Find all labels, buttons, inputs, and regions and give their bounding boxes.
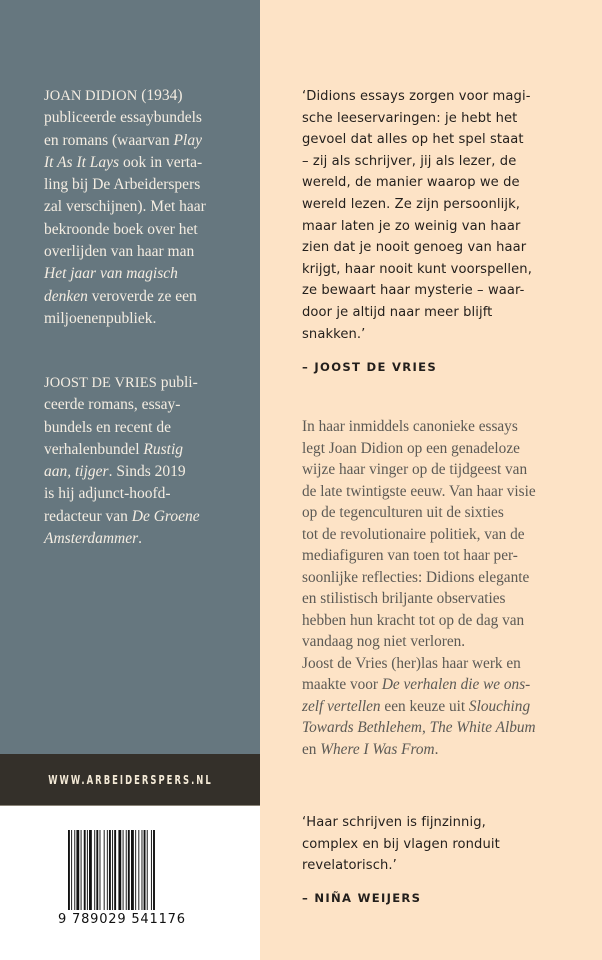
quote-attribution-joost-de-vries: – JOOST DE VRIES xyxy=(302,360,438,374)
barcode-area xyxy=(0,806,260,960)
publisher-website-bar xyxy=(0,754,260,806)
text-line: mediafiguren van toen tot haar per- xyxy=(302,547,518,564)
text-line: zien dat je nooit genoeg van haar xyxy=(302,240,527,256)
text-line: bekroonde boek over het xyxy=(44,220,198,238)
text-line: It As It Lays ook in verta- xyxy=(44,153,203,171)
text-line: en stilistisch briljante observaties xyxy=(302,590,506,607)
text-line: denken veroverde ze een xyxy=(44,287,197,305)
text-line: gevoel dat alles op het spel staat xyxy=(302,132,524,148)
text-line: miljoenenpubliek. xyxy=(44,309,157,327)
text-line: ling bij De Arbeiderspers xyxy=(44,176,201,194)
text-line: redacteur van De Groene xyxy=(44,507,200,525)
text-line: – zij als schrijver, jij als lezer, de xyxy=(302,153,517,169)
text-line: snakken.’ xyxy=(302,326,366,342)
review-quote-joost-de-vries xyxy=(302,86,592,345)
back-cover-left-panel xyxy=(0,0,260,754)
editor-bio-joost-de-vries xyxy=(44,372,254,550)
text-line: en Where I Was From. xyxy=(302,740,439,758)
text-line: ceerde romans, essay- xyxy=(44,396,181,414)
quote-attribution-nina-weijers: – NIÑA WEIJERS xyxy=(302,891,422,905)
text-line: In haar inmiddels canonieke essays xyxy=(302,418,518,435)
text-line: soonlijke reflecties: Didions elegante xyxy=(302,568,530,586)
text-line: bundels en recent de xyxy=(44,418,171,436)
text-line: is hij adjunct-hoofd- xyxy=(44,485,171,503)
text-line: wijze haar vinger op de tijdgeest van xyxy=(302,461,528,478)
text-line: hebben hun kracht tot op de dag van xyxy=(302,611,525,629)
publisher-website-link[interactable]: WWW.ARBEIDERSPERS.NL xyxy=(47,772,213,787)
text-line: overlijden van haar man xyxy=(44,243,195,261)
text-line: legt Joan Didion op een genadeloze xyxy=(302,439,520,457)
text-line: JOOST DE VRIES publi- xyxy=(44,374,198,391)
back-cover-right-panel xyxy=(260,0,602,960)
text-line: publiceerde essaybundels xyxy=(44,109,202,127)
text-line: wereld, de manier waarop we de xyxy=(302,175,520,191)
text-line: zelf vertellen een keuze uit Slouching xyxy=(302,697,531,715)
text-line: maar laten je zo weinig van haar xyxy=(302,218,521,234)
review-quote-nina-weijers xyxy=(302,812,592,877)
text-line: complex en bij vlagen ronduit xyxy=(302,836,500,852)
text-line: zal verschijnen). Met haar xyxy=(44,198,206,216)
text-line: door je altijd naar meer blijft xyxy=(302,304,493,320)
text-line: ‘Didions essays zorgen voor magi- xyxy=(302,89,531,104)
text-line: Towards Bethlehem, The White Album xyxy=(302,719,536,736)
text-line: revelatorisch.’ xyxy=(302,858,397,874)
text-line: wereld lezen. Ze zijn persoonlijk, xyxy=(302,196,521,212)
text-line: op de tegenculturen uit de sixties xyxy=(302,504,504,521)
book-description-blurb xyxy=(302,416,598,760)
text-line: aan, tijger. Sinds 2019 xyxy=(44,463,186,481)
isbn-number: 9 789029 541176 xyxy=(58,912,186,927)
text-line: maakte voor De verhalen die we ons- xyxy=(302,676,531,693)
text-line: de late twintigste eeuw. Van haar visie xyxy=(302,482,536,500)
text-line: en romans (waarvan Play xyxy=(44,131,202,149)
text-line: ‘Haar schrijven is fijnzinnig, xyxy=(302,815,486,830)
text-line: verhalenbundel Rustig xyxy=(44,440,184,458)
text-line: Joost de Vries (her)las haar werk en xyxy=(302,654,521,672)
text-line: vandaag nog niet verloren. xyxy=(302,633,466,650)
text-line: Amsterdammer. xyxy=(44,530,143,548)
text-line: sche leeservaringen: je hebt het xyxy=(302,110,518,126)
text-line: Het jaar van magisch xyxy=(44,265,178,283)
author-bio-joan-didion xyxy=(44,85,254,330)
isbn-barcode-icon xyxy=(68,830,196,910)
text-line: tot de revolutionaire politiek, van de xyxy=(302,525,525,543)
text-line: krijgt, haar nooit kunt voorspellen, xyxy=(302,261,532,277)
text-line: JOAN DIDION (1934) xyxy=(44,87,183,104)
text-line: ze bewaart haar mysterie – waar- xyxy=(302,283,525,299)
